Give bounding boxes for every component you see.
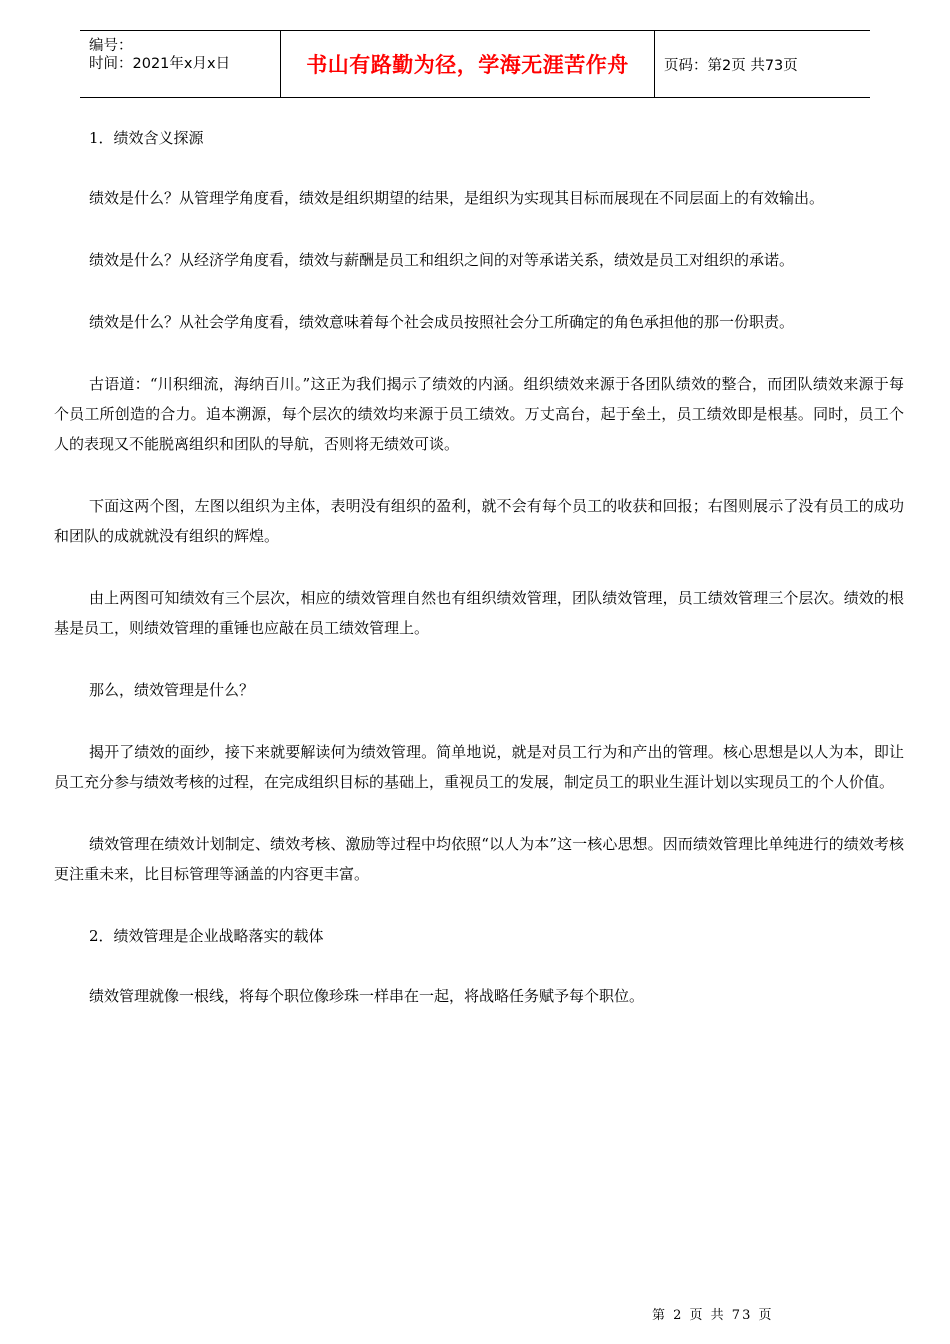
time-label: 时间：2021年x月x日 (89, 56, 231, 72)
paragraph: 揭开了绩效的面纱，接下来就要解读何为绩效管理。简单地说，就是对员工行为和产出的管理。核心思想是以人为本，即让员工充分参与绩效考核的过程，在完成组织目标的基础上，重视员工的发展，制定员工的职业生涯计划以实现员工的个人价值。 (54, 743, 904, 791)
paragraph: 古语道：“川积细流，海纳百川。”这正为我们揭示了绩效的内涵。组织绩效来源于各团队绩效的整合，而团队绩效来源于每个员工所创造的合力。追本溯源，每个层次的绩效均来源于员工绩效。万丈高台，起于垒土，员工绩效即是根基。同时，员工个人的表现又不能脱离组织和团队的导航，否则将无绩效可谈。 (54, 375, 904, 453)
section-heading-1: 1．绩效含义探源 (89, 129, 204, 147)
paragraph: 绩效是什么？从管理学角度看，绩效是组织期望的结果，是组织为实现其目标而展现在不同层面上的有效输出。 (89, 189, 825, 207)
page-header (80, 30, 870, 98)
section-heading-2: 2．绩效管理是企业战略落实的载体 (89, 927, 324, 945)
page-footer: 第 2 页 共 73 页 (652, 1308, 774, 1323)
paragraph: 绩效管理就像一根线，将每个职位像珍珠一样串在一起，将战略任务赋予每个职位。 (89, 987, 645, 1005)
paragraph: 绩效是什么？从经济学角度看，绩效与薪酬是员工和组织之间的对等承诺关系，绩效是员工对组织的承诺。 (89, 251, 795, 269)
paragraph: 下面这两个图，左图以组织为主体，表明没有组织的盈利，就不会有每个员工的收获和回报；右图则展示了没有员工的成功和团队的成就就没有组织的辉煌。 (54, 497, 904, 545)
header-motto: 书山有路勤为径，学海无涯苦作舟 (281, 31, 655, 97)
document-body (54, 123, 904, 1043)
number-label: 编号： (89, 38, 133, 54)
paragraph: 绩效管理在绩效计划制定、绩效考核、激励等过程中均依照“以人为本”这一核心思想。因而绩效管理比单纯进行的绩效考核更注重未来，比目标管理等涵盖的内容更丰富。 (54, 835, 904, 883)
header-page-number: 页码：第2页 共73页 (664, 57, 798, 74)
paragraph: 绩效是什么？从社会学角度看，绩效意味着每个社会成员按照社会分工所确定的角色承担他的那一份职责。 (89, 313, 795, 331)
paragraph: 那么，绩效管理是什么？ (89, 681, 255, 699)
paragraph: 由上两图可知绩效有三个层次，相应的绩效管理自然也有组织绩效管理，团队绩效管理，员工绩效管理三个层次。绩效的根基是员工，则绩效管理的重锤也应敲在员工绩效管理上。 (54, 589, 904, 637)
header-meta (80, 31, 281, 97)
